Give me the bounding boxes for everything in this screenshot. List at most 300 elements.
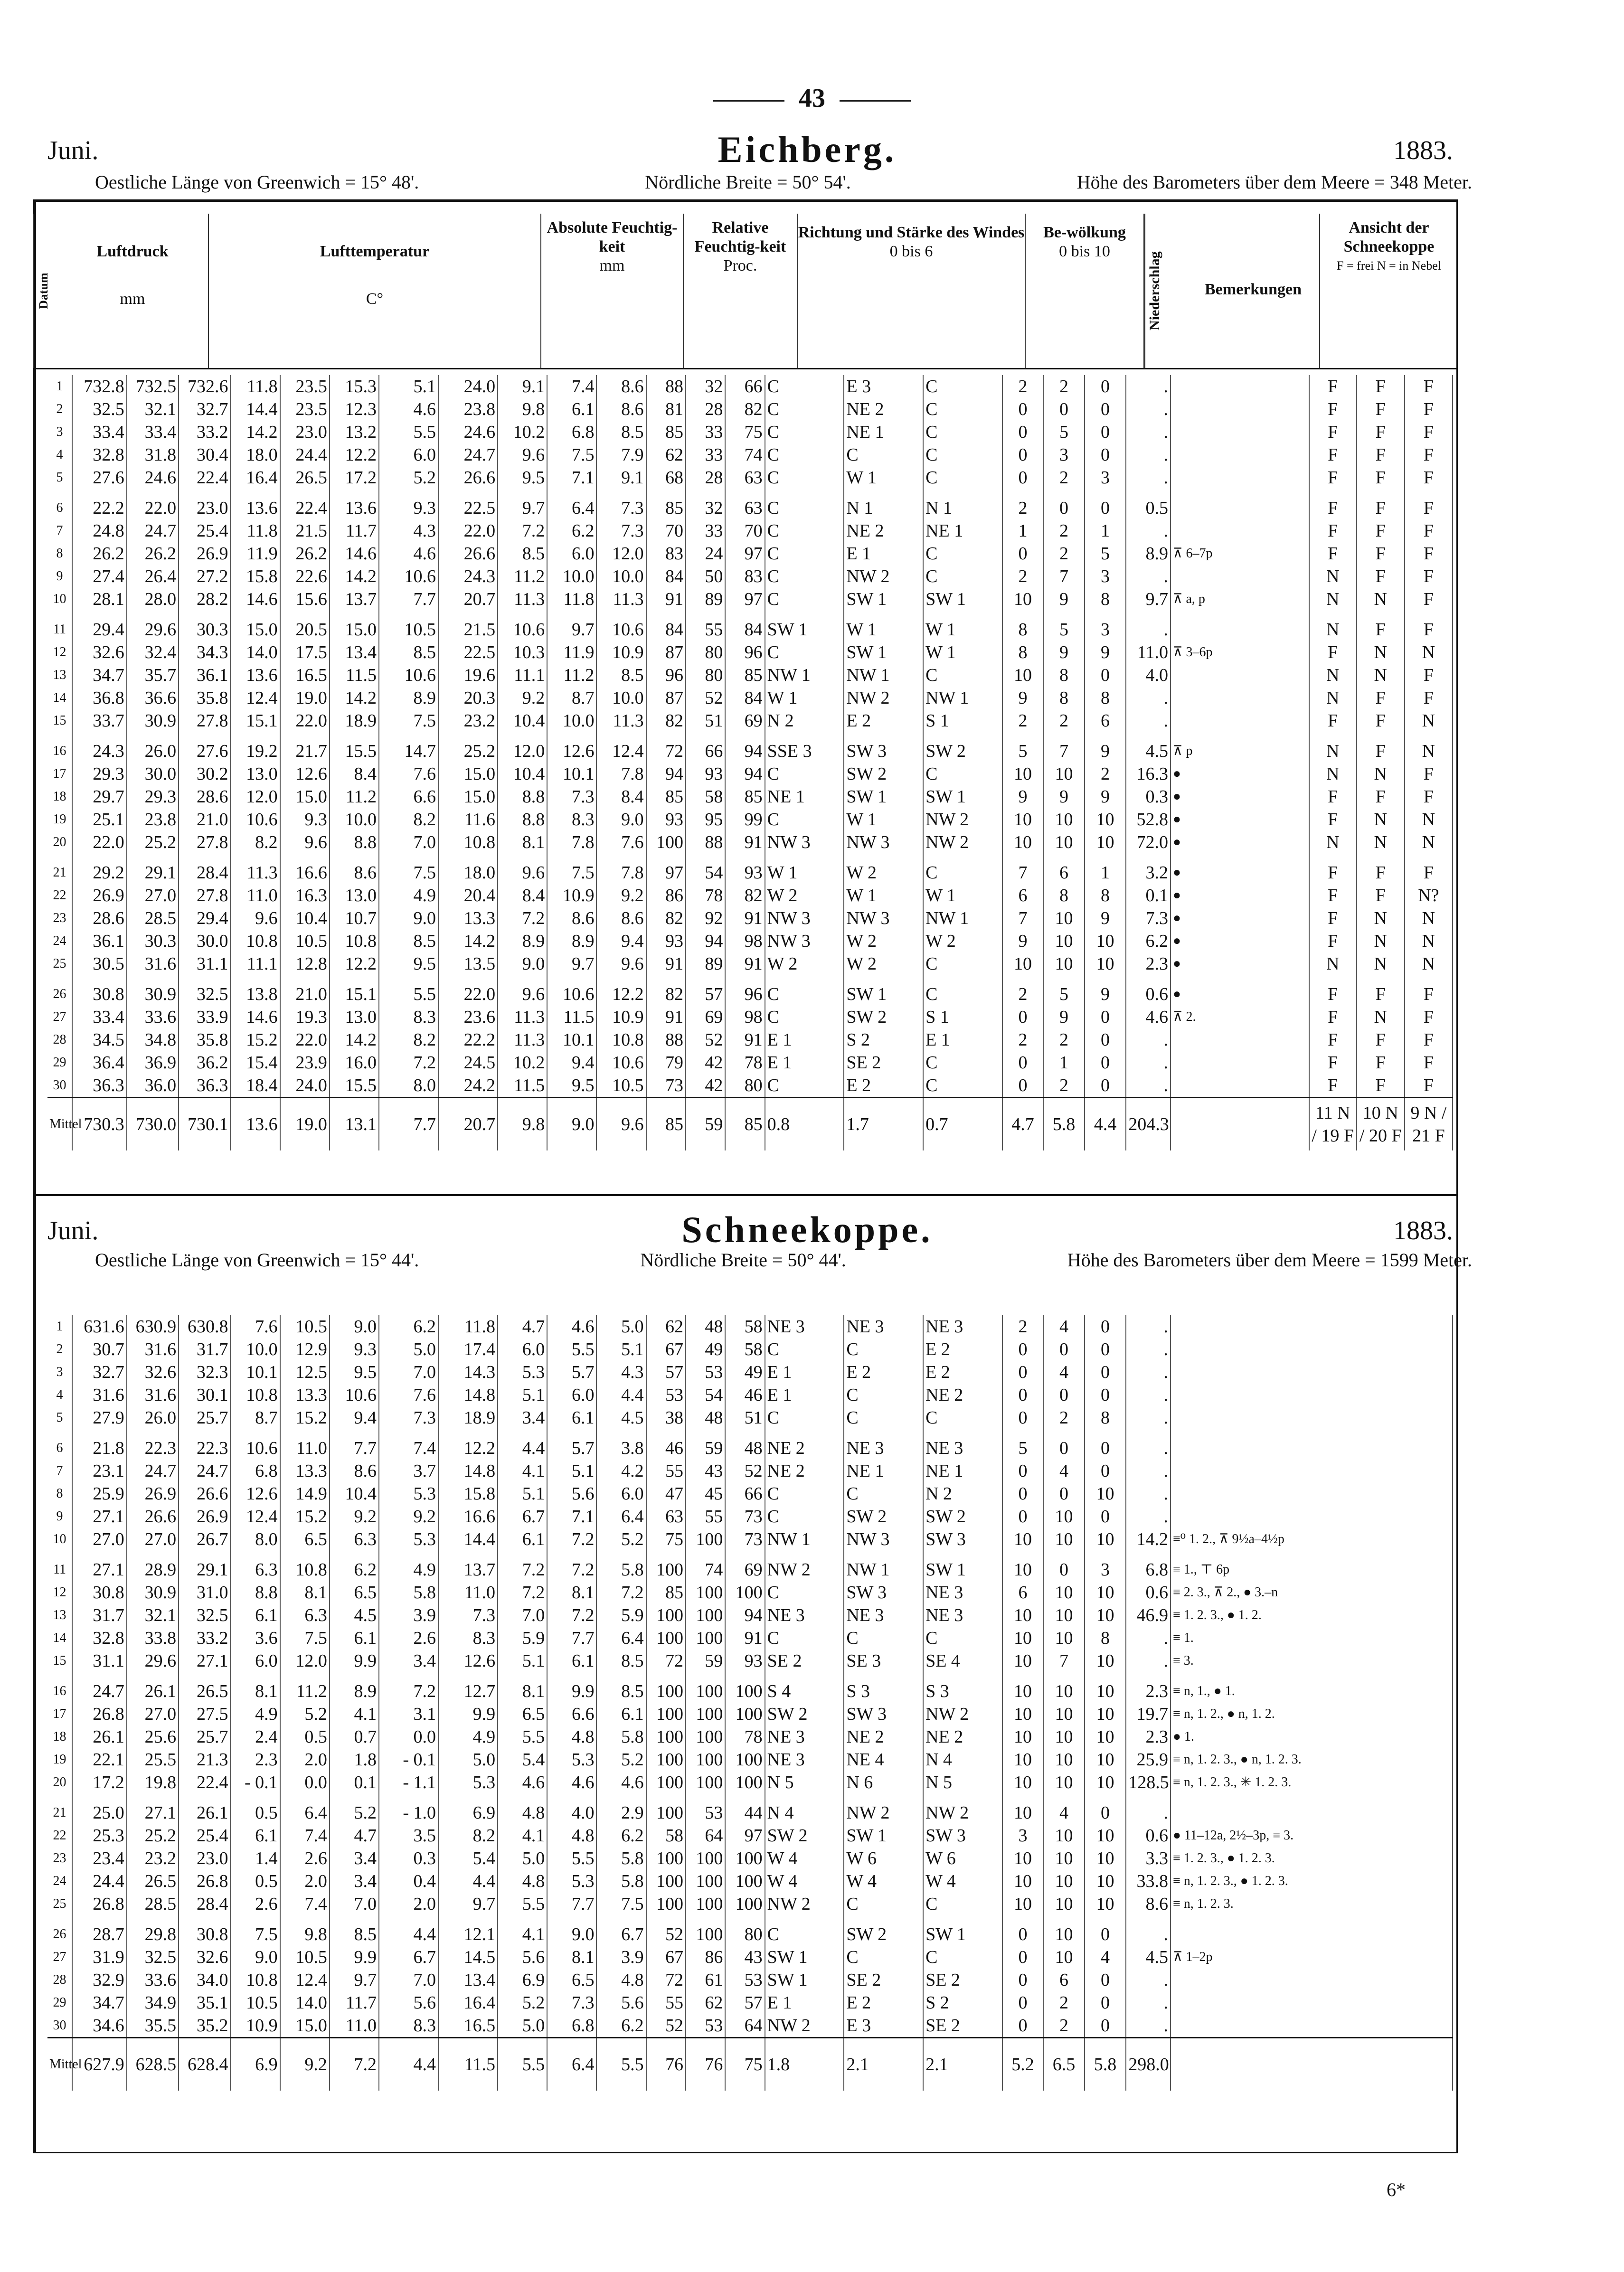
table-cell: ⊼ 1–2p xyxy=(1171,1946,1453,1969)
table-cell: 4.6 xyxy=(1126,1006,1171,1028)
table-cell: 16 xyxy=(47,740,72,763)
table-cell: 10.9 xyxy=(596,641,646,664)
table-cell: 1 xyxy=(47,375,72,398)
table-row xyxy=(47,2014,1453,2038)
table-cell: 27.1 xyxy=(72,1505,127,1528)
table-cell: 5.5 xyxy=(498,1893,547,1915)
table-cell: - 0.1 xyxy=(230,1771,280,1794)
gap-cell xyxy=(230,1672,280,1680)
table-cell xyxy=(1171,375,1309,398)
table-cell: 46 xyxy=(725,1384,765,1406)
table-cell: F xyxy=(1405,421,1453,443)
table-cell: 5.9 xyxy=(596,1604,646,1627)
table-row xyxy=(47,1361,1453,1384)
table-cell: NW 3 xyxy=(844,907,923,930)
table-cell: N 5 xyxy=(923,1771,1002,1794)
table-cell: 9 xyxy=(1085,641,1126,664)
table-row xyxy=(47,1581,1453,1604)
table-cell: C xyxy=(923,1074,1002,1098)
header-wind-label: Richtung und Stärke des Windes xyxy=(798,224,1025,241)
table-cell: 12.4 xyxy=(230,687,280,709)
table-cell: 10.6 xyxy=(230,1437,280,1460)
table-cell: 0.1 xyxy=(330,1771,379,1794)
table-cell: 4.8 xyxy=(596,1969,646,1991)
gap-cell xyxy=(1043,1551,1084,1558)
table-cell: 15.0 xyxy=(438,763,498,785)
table-cell: 16.5 xyxy=(438,2014,498,2038)
table-cell: 7.4 xyxy=(280,1824,330,1847)
table-cell: 58 xyxy=(725,1315,765,1338)
table-cell: 55 xyxy=(646,1460,686,1482)
table-cell: NE 3 xyxy=(844,1604,923,1627)
table-cell: 26.6 xyxy=(127,1505,179,1528)
table-cell: 8 xyxy=(1043,687,1084,709)
table-cell: 25 xyxy=(47,1893,72,1915)
gap-cell xyxy=(596,1551,646,1558)
table-cell: 0 xyxy=(1002,421,1043,443)
table-cell: W 6 xyxy=(923,1847,1002,1870)
table-cell: N 6 xyxy=(844,1771,923,1794)
table-cell: 84 xyxy=(646,618,686,641)
table-cell: 25.6 xyxy=(127,1725,179,1748)
table-cell: 100 xyxy=(686,1847,725,1870)
table-cell: 93 xyxy=(646,808,686,831)
table-cell: 85 xyxy=(646,1581,686,1604)
table-cell: 29 xyxy=(47,1051,72,1074)
table-cell: 3.9 xyxy=(379,1604,438,1627)
gap-cell xyxy=(330,1915,379,1923)
gap-cell xyxy=(127,975,179,983)
table-cell: 21.0 xyxy=(179,808,230,831)
gap-cell xyxy=(47,1794,72,1801)
table-cell: SW 1 xyxy=(923,1558,1002,1581)
table-cell: 10.8 xyxy=(330,930,379,952)
table-cell: 33 xyxy=(686,519,725,542)
table-cell: 18 xyxy=(47,1725,72,1748)
table-cell: 13.4 xyxy=(438,1969,498,1991)
table-cell: 36.8 xyxy=(72,687,127,709)
table-cell: W 1 xyxy=(844,884,923,907)
table-cell: 0 xyxy=(1043,398,1084,421)
table-cell: 14 xyxy=(47,687,72,709)
table-cell: 5.5 xyxy=(498,1725,547,1748)
table-cell: 6.1 xyxy=(547,1650,596,1672)
table-cell: C xyxy=(765,808,844,831)
table-cell: 11.8 xyxy=(438,1315,498,1338)
gap-cell xyxy=(844,611,923,618)
table-cell: 7.8 xyxy=(547,831,596,854)
table-cell: 8.1 xyxy=(498,831,547,854)
table-cell: SW 3 xyxy=(923,1528,1002,1551)
table-cell: 2.3 xyxy=(1126,952,1171,975)
table-cell: 7.7 xyxy=(547,1893,596,1915)
table-cell: 2.0 xyxy=(280,1748,330,1771)
table-cell: 8 xyxy=(47,1482,72,1505)
table-cell: 20.7 xyxy=(438,588,498,611)
table-cell: 28.4 xyxy=(179,1893,230,1915)
table-cell: 6.1 xyxy=(330,1627,379,1650)
table-cell: 13.3 xyxy=(280,1460,330,1482)
table-cell: ⊼ a, p xyxy=(1171,588,1309,611)
table-cell: W 2 xyxy=(844,861,923,884)
gap-cell xyxy=(498,854,547,861)
gap-cell xyxy=(596,732,646,740)
table-cell: C xyxy=(765,466,844,489)
table-cell: 30.2 xyxy=(179,763,230,785)
gap-cell xyxy=(127,1794,179,1801)
table-cell: 13.6 xyxy=(230,664,280,687)
table-cell: C xyxy=(923,983,1002,1006)
table-cell: 14.7 xyxy=(379,740,438,763)
table-cell: E 2 xyxy=(844,1074,923,1098)
table-cell: 100 xyxy=(725,1771,765,1794)
table-cell: F xyxy=(1357,1051,1405,1074)
table-cell: 0 xyxy=(1002,1923,1043,1946)
table-cell: 29.6 xyxy=(127,1650,179,1672)
table-cell: 7 xyxy=(1002,861,1043,884)
table-cell: 19.2 xyxy=(230,740,280,763)
table-cell: SW 1 xyxy=(765,1946,844,1969)
gap-cell xyxy=(1126,975,1171,983)
table-cell: 8.6 xyxy=(1126,1893,1171,1915)
table-cell: 22.0 xyxy=(127,497,179,519)
table-cell: 10.5 xyxy=(596,1074,646,1098)
table-cell: E 1 xyxy=(765,1991,844,2014)
table-cell: 7.0 xyxy=(379,831,438,854)
gap-cell xyxy=(646,1672,686,1680)
table-cell: . xyxy=(1126,1801,1171,1824)
table-cell: 13.3 xyxy=(280,1384,330,1406)
table-cell: 27.6 xyxy=(72,466,127,489)
table-cell: 0.0 xyxy=(379,1725,438,1748)
table-row xyxy=(47,952,1453,975)
mean-cell: 10 N / 20 F xyxy=(1357,1098,1405,1151)
table-cell: 10 xyxy=(1043,1771,1084,1794)
table-cell: ≡ 1., ⊤ 6p xyxy=(1171,1558,1453,1581)
table-cell: 63 xyxy=(646,1505,686,1528)
table-cell: SW 2 xyxy=(844,1923,923,1946)
table-cell: W 4 xyxy=(923,1870,1002,1893)
table-cell: 17.4 xyxy=(438,1338,498,1361)
table-cell: 3.6 xyxy=(230,1627,280,1650)
table-cell: 2 xyxy=(1043,709,1084,732)
table-cell: 8.3 xyxy=(547,808,596,831)
table-row xyxy=(47,1482,1453,1505)
table-cell: 26.7 xyxy=(179,1528,230,1551)
gap-cell xyxy=(230,1429,280,1437)
table-cell: 18.4 xyxy=(230,1074,280,1098)
table-cell: 2 xyxy=(1085,763,1126,785)
table-cell: C xyxy=(923,1406,1002,1429)
table-cell: 10 xyxy=(1085,1771,1126,1794)
table-cell: 6.7 xyxy=(498,1505,547,1528)
table-cell: 24.0 xyxy=(438,375,498,398)
gap-cell xyxy=(725,1915,765,1923)
table-cell: 5.3 xyxy=(379,1482,438,1505)
table-cell: 24.3 xyxy=(438,565,498,588)
table-cell xyxy=(1171,1028,1309,1051)
table-cell: 33.9 xyxy=(179,1006,230,1028)
table-row xyxy=(47,1074,1453,1098)
table-cell: 8.5 xyxy=(379,930,438,952)
header-rel-feucht-label: Relative Feuchtig-keit xyxy=(694,219,786,255)
footer-signature: 6* xyxy=(1387,2179,1406,2200)
table-cell: 6.7 xyxy=(596,1923,646,1946)
gap-cell xyxy=(438,489,498,497)
mean-cell xyxy=(1171,1098,1309,1151)
mean-cell: 4.4 xyxy=(379,2038,438,2091)
gap-cell xyxy=(179,732,230,740)
table-cell: 26.6 xyxy=(438,466,498,489)
gap-cell xyxy=(1405,489,1453,497)
table-cell: 32.9 xyxy=(72,1969,127,1991)
table-cell: 5.7 xyxy=(547,1437,596,1460)
mean-row xyxy=(47,1098,1453,1151)
table-cell: 9.2 xyxy=(596,884,646,907)
table-cell: 14.2 xyxy=(330,687,379,709)
table-cell: 6.0 xyxy=(547,1384,596,1406)
table-cell: 8.0 xyxy=(379,1074,438,1098)
table-cell: 7.2 xyxy=(379,1680,438,1703)
table-cell: 10 xyxy=(1085,1893,1126,1915)
table-cell xyxy=(1171,2014,1453,2038)
table-cell: 30.5 xyxy=(72,952,127,975)
gap-cell xyxy=(379,1915,438,1923)
gap-cell xyxy=(547,1551,596,1558)
table-cell: 32.5 xyxy=(179,983,230,1006)
table-cell: 25.1 xyxy=(72,808,127,831)
table-cell: 28 xyxy=(47,1028,72,1051)
table-cell: 10 xyxy=(1085,930,1126,952)
table-cell: N 1 xyxy=(923,497,1002,519)
table-cell: SW 1 xyxy=(844,1824,923,1847)
gap-cell xyxy=(923,1429,1002,1437)
gap-cell xyxy=(438,732,498,740)
table-cell: 0 xyxy=(1043,497,1084,519)
table-cell: 78 xyxy=(686,884,725,907)
table-cell: SW 1 xyxy=(765,618,844,641)
table-cell: 10 xyxy=(1043,952,1084,975)
table-cell: . xyxy=(1126,1923,1171,1946)
table-cell: 36.6 xyxy=(127,687,179,709)
table-cell xyxy=(1171,1801,1453,1824)
table-cell: F xyxy=(1405,618,1453,641)
table-cell: 72 xyxy=(646,1969,686,1991)
table-cell: NE 2 xyxy=(923,1725,1002,1748)
table-cell: N xyxy=(1309,763,1357,785)
table-cell: 27.5 xyxy=(179,1703,230,1725)
table-row xyxy=(47,907,1453,930)
table-cell: 7.2 xyxy=(547,1604,596,1627)
table-row xyxy=(47,983,1453,1006)
table-cell: 14.2 xyxy=(1126,1528,1171,1551)
mean-cell: 19.0 xyxy=(280,1098,330,1151)
table-cell: 21.0 xyxy=(280,983,330,1006)
table-cell: 2 xyxy=(1002,1028,1043,1051)
table-cell: 4.9 xyxy=(230,1703,280,1725)
table-cell: ● xyxy=(1171,861,1309,884)
table-cell: 100 xyxy=(646,1801,686,1824)
table-cell: 25.9 xyxy=(1126,1748,1171,1771)
table-cell: 630.8 xyxy=(179,1315,230,1338)
gap-cell xyxy=(230,975,280,983)
gap-cell xyxy=(230,1794,280,1801)
table-cell: 64 xyxy=(686,1824,725,1847)
table-cell: C xyxy=(765,1338,844,1361)
gap-cell xyxy=(547,732,596,740)
table-cell: E 2 xyxy=(923,1361,1002,1384)
gap-cell xyxy=(1043,975,1084,983)
table-cell: 4.8 xyxy=(547,1725,596,1748)
table-cell: 30.9 xyxy=(127,1581,179,1604)
table-cell: 2 xyxy=(1002,983,1043,1006)
table-cell: 0 xyxy=(1085,1969,1126,1991)
table-cell: 91 xyxy=(725,907,765,930)
table-cell xyxy=(1171,1051,1309,1074)
table-cell: 29.4 xyxy=(179,907,230,930)
table-cell: 5.3 xyxy=(547,1870,596,1893)
table-cell: 27.0 xyxy=(127,1703,179,1725)
table-cell: 2 xyxy=(1043,1028,1084,1051)
table-cell: 10.9 xyxy=(596,1006,646,1028)
table-cell: 87 xyxy=(646,687,686,709)
table-cell: 100 xyxy=(686,1748,725,1771)
table-cell: 33.6 xyxy=(127,1006,179,1028)
table-cell: 6.0 xyxy=(230,1650,280,1672)
table-cell: NE 2 xyxy=(844,398,923,421)
header-ansicht-label: Ansicht der Schneekoppe xyxy=(1343,219,1435,255)
table-row xyxy=(47,1703,1453,1725)
table-cell: 26.5 xyxy=(179,1680,230,1703)
gap-cell xyxy=(47,1429,72,1437)
table-cell: E 3 xyxy=(844,375,923,398)
table-cell: 7.9 xyxy=(596,443,646,466)
table-cell: 10 xyxy=(1043,930,1084,952)
table-cell: 22 xyxy=(47,1824,72,1847)
table-cell: C xyxy=(765,398,844,421)
table-cell: 0 xyxy=(1002,1406,1043,1429)
table-cell: 6 xyxy=(1002,884,1043,907)
table-cell: 13.2 xyxy=(330,421,379,443)
table-cell: 5.5 xyxy=(379,421,438,443)
table-cell: F xyxy=(1357,519,1405,542)
table-cell: 1.4 xyxy=(230,1847,280,1870)
table-cell: 100 xyxy=(646,1748,686,1771)
table-cell: 3.9 xyxy=(596,1946,646,1969)
gap-cell xyxy=(1171,1672,1453,1680)
table-cell: 33.8 xyxy=(127,1627,179,1650)
gap-cell xyxy=(230,489,280,497)
table-cell: SE 2 xyxy=(923,2014,1002,2038)
table-cell: 100 xyxy=(686,1604,725,1627)
table-cell: ≡ 1. 2. 3., ● 1. 2. xyxy=(1171,1604,1453,1627)
table-cell: 25.5 xyxy=(127,1748,179,1771)
table-cell: 0 xyxy=(1043,1384,1084,1406)
table-cell: 28.6 xyxy=(72,907,127,930)
table-cell: 36.3 xyxy=(179,1074,230,1098)
table-cell: 22 xyxy=(47,884,72,907)
table-cell: 16.3 xyxy=(280,884,330,907)
table-cell xyxy=(1171,1315,1453,1338)
table-cell: C xyxy=(923,398,1002,421)
table-cell: 5.5 xyxy=(547,1847,596,1870)
gap-cell xyxy=(765,732,844,740)
table-cell: 32 xyxy=(686,497,725,519)
table-cell: 13.6 xyxy=(330,497,379,519)
table-cell: 0 xyxy=(1002,2014,1043,2038)
table-cell: F xyxy=(1405,398,1453,421)
table-cell: 24.8 xyxy=(72,519,127,542)
gap-cell xyxy=(379,1672,438,1680)
table-cell: 2 xyxy=(1043,375,1084,398)
table-cell: 10 xyxy=(1002,952,1043,975)
table-cell: 10 xyxy=(1043,1703,1084,1725)
table-cell: 27.0 xyxy=(127,1528,179,1551)
table-cell: S 2 xyxy=(844,1028,923,1051)
table-cell: 18.0 xyxy=(438,861,498,884)
table-cell: 13.0 xyxy=(330,1006,379,1028)
table-cell: C xyxy=(844,1384,923,1406)
table-cell: 0 xyxy=(1002,1991,1043,2014)
table-cell: NE 2 xyxy=(765,1437,844,1460)
table-cell: . xyxy=(1126,1437,1171,1460)
table-cell: 12.6 xyxy=(547,740,596,763)
gap-cell xyxy=(596,489,646,497)
table-cell: 15.1 xyxy=(230,709,280,732)
gap-cell xyxy=(1171,975,1309,983)
table-cell: 1 xyxy=(1085,519,1126,542)
table-cell: 8 xyxy=(1043,884,1084,907)
table-cell: 10 xyxy=(1085,1528,1126,1551)
table-cell: 5.3 xyxy=(379,1528,438,1551)
table-cell: 7.0 xyxy=(498,1604,547,1627)
table-cell: 15.1 xyxy=(330,983,379,1006)
table-cell: 24.6 xyxy=(127,466,179,489)
gap-cell xyxy=(725,975,765,983)
mean-cell: 13.6 xyxy=(230,1098,280,1151)
table-cell: NW 3 xyxy=(765,930,844,952)
table-cell: . xyxy=(1126,1482,1171,1505)
table-cell: 10.0 xyxy=(547,565,596,588)
table-cell: 8.5 xyxy=(596,1680,646,1703)
gap-cell xyxy=(438,1915,498,1923)
table-cell: 89 xyxy=(686,588,725,611)
table-cell: C xyxy=(844,1338,923,1361)
table-cell: 31.7 xyxy=(179,1338,230,1361)
table-cell: 10.0 xyxy=(230,1338,280,1361)
table-cell: 51 xyxy=(725,1406,765,1429)
table-cell: 8.5 xyxy=(596,1650,646,1672)
table-cell: 4.9 xyxy=(379,884,438,907)
gap-cell xyxy=(1309,611,1357,618)
table-cell: 22.2 xyxy=(438,1028,498,1051)
table-cell: 8 xyxy=(1085,588,1126,611)
table-cell: 10 xyxy=(1002,1627,1043,1650)
table-cell: 15.3 xyxy=(330,375,379,398)
table-cell: 10 xyxy=(1002,1893,1043,1915)
table-cell: 0.6 xyxy=(1126,1824,1171,1847)
header-lufttemperatur-unit: C° xyxy=(366,290,384,308)
table-cell: 5.3 xyxy=(498,1361,547,1384)
table-cell: 8.6 xyxy=(330,1460,379,1482)
gap-cell xyxy=(686,489,725,497)
table-cell: 10 xyxy=(1002,763,1043,785)
table-cell: ● xyxy=(1171,785,1309,808)
table-row xyxy=(47,1006,1453,1028)
gap-cell xyxy=(280,732,330,740)
table-cell: 26.9 xyxy=(179,1505,230,1528)
table-cell: ● xyxy=(1171,884,1309,907)
